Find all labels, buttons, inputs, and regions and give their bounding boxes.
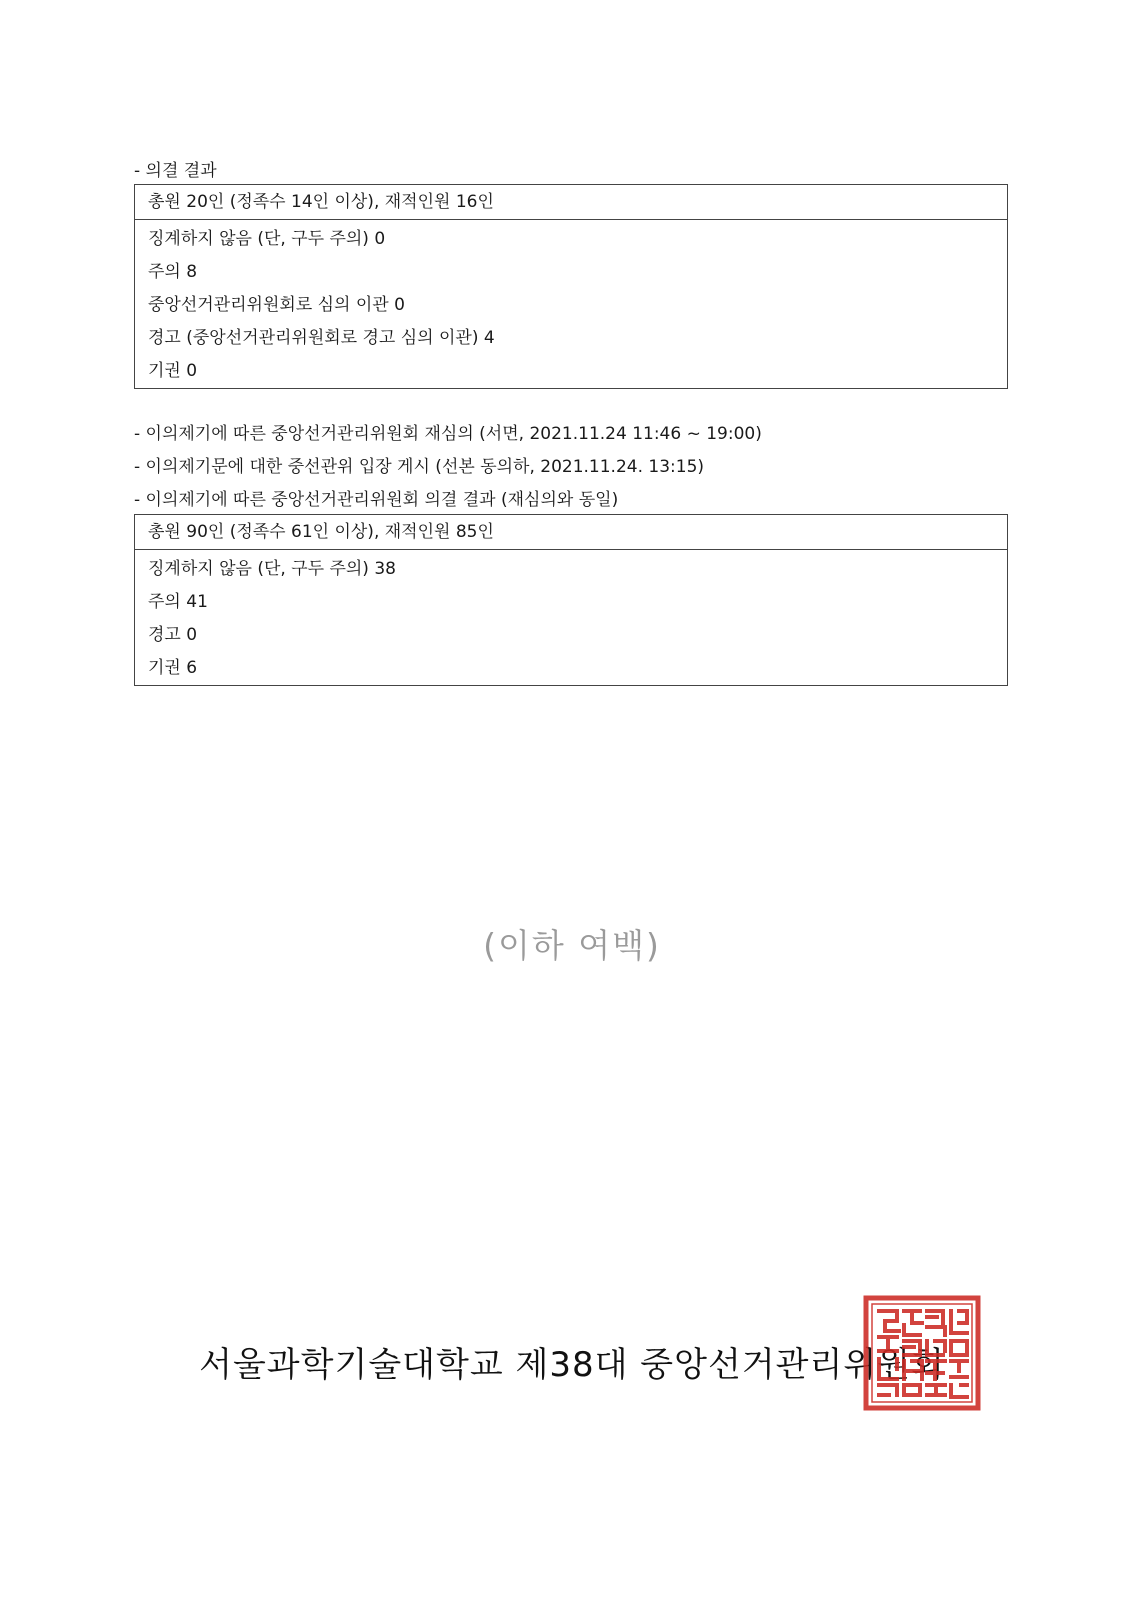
- footer-committee-name: 서울과학기술대학교 제38대 중앙선거관리위원회: [199, 1345, 945, 1385]
- table1-row-abstain: 기권 0: [148, 361, 198, 381]
- section2-line-result-heading: - 이의제기에 따른 중앙선거관리위원회 의결 결과 (재심의와 동일): [134, 490, 619, 510]
- table2-row-no-discipline: 징계하지 않음 (단, 구두 주의) 38: [148, 559, 396, 579]
- section2-line-statement: - 이의제기문에 대한 중선관위 입장 게시 (선본 동의하, 2021.11.24. 13:15): [134, 457, 705, 477]
- blank-below-note: (이하 여백): [483, 926, 661, 965]
- table1-row-transfer: 중앙선거관리위원회로 심의 이관 0: [148, 295, 405, 315]
- section2-line-reexamination: - 이의제기에 따른 중앙선거관리위원회 재심의 (서면, 2021.11.24 11:46 ~ 19:00): [134, 424, 762, 444]
- vote-result-table-1: [134, 184, 1008, 389]
- vote-result-table-2-header: 총원 90인 (정족수 61인 이상), 재적인원 85인: [135, 515, 1007, 550]
- vote-result-table-2: [134, 514, 1008, 686]
- table1-row-warning: 경고 (중앙선거관리위원회로 경고 심의 이관) 4: [148, 328, 495, 348]
- table1-row-no-discipline: 징계하지 않음 (단, 구두 주의) 0: [148, 229, 386, 249]
- vote-result-table-1-header: 총원 20인 (정족수 14인 이상), 재적인원 16인: [135, 185, 1007, 220]
- table2-row-abstain: 기권 6: [148, 658, 198, 678]
- table1-row-caution: 주의 8: [148, 262, 198, 282]
- table2-row-warning: 경고 0: [148, 625, 198, 645]
- table2-row-caution: 주의 41: [148, 592, 208, 612]
- section1-heading: - 의결 결과: [134, 161, 217, 181]
- official-seal-stamp: [863, 1295, 981, 1411]
